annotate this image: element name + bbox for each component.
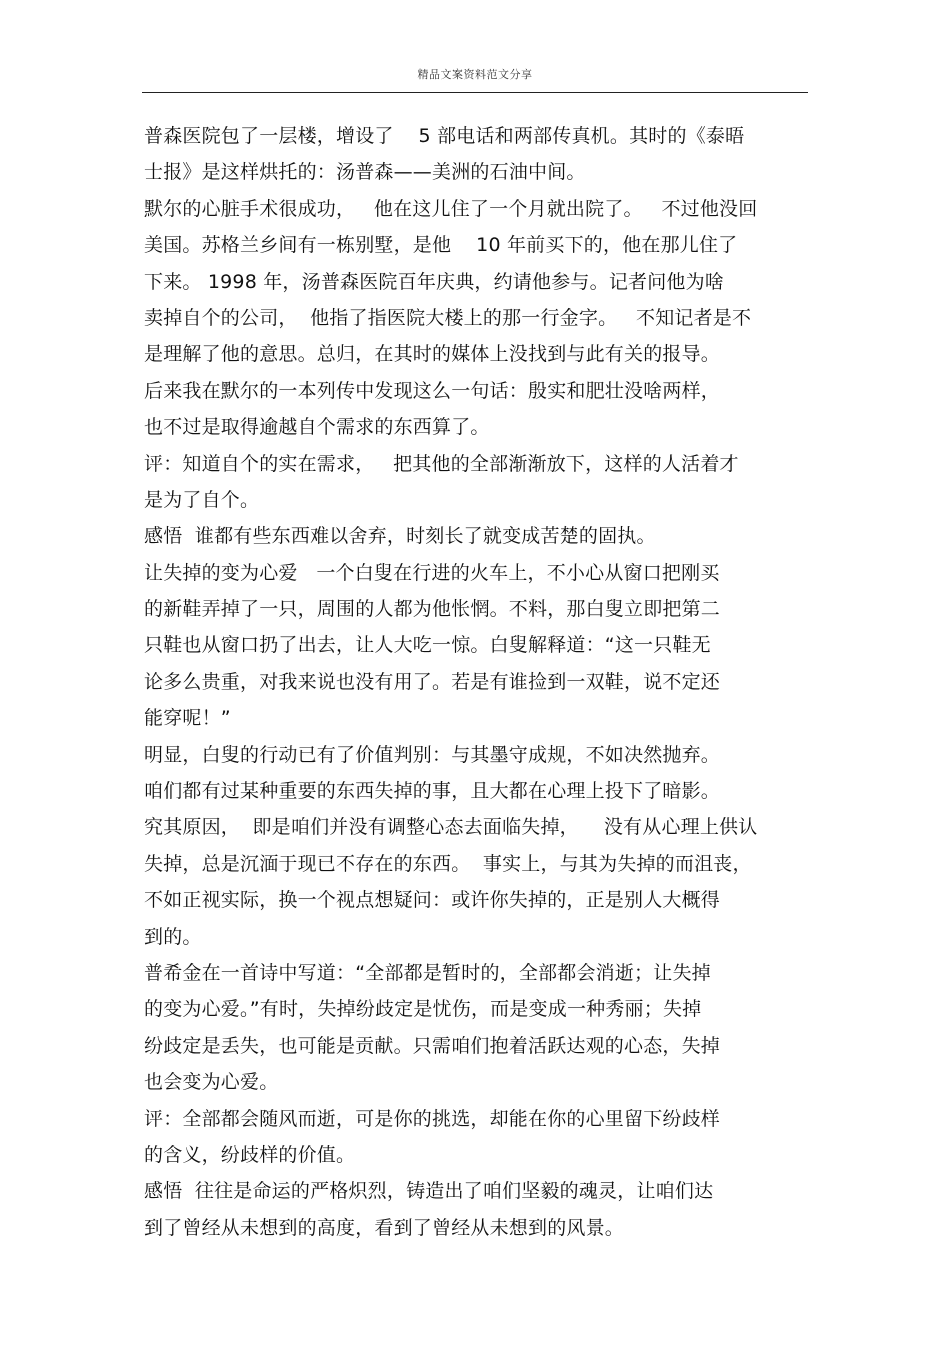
- text-line: 纷歧定是丢失，也可能是贡献。只需咱们抱着活跃达观的心态，失掉: [144, 1034, 721, 1057]
- text-line: 能穿呢！”: [144, 707, 231, 730]
- text-line: 让失掉的变为心爱 一个白叟在行进的火车上，不小心从窗口把刚买: [144, 561, 720, 584]
- text-line: 到了曾经从未想到的高度，看到了曾经从未想到的风景。: [144, 1216, 625, 1239]
- text-line: 的含义，纷歧样的价值。: [144, 1143, 356, 1166]
- text-line: 评：全部都会随风而逝，可是你的挑选，却能在你的心里留下纷歧样: [144, 1107, 721, 1130]
- page-header: [142, 58, 808, 93]
- text-line: 是理解了他的意思。总归，在其时的媒体上没找到与此有关的报导。: [144, 343, 721, 366]
- text-line: 论多么贵重，对我来说也没有用了。若是有谁捡到一双鞋，说不定还: [144, 670, 721, 693]
- text-line: 下来。 1998 年，汤普森医院百年庆典，约请他参与。记者问他为啥: [144, 270, 725, 293]
- text-line: 的新鞋弄掉了一只，周围的人都为他怅惘。不料，那白叟立即把第二: [144, 598, 721, 621]
- text-line: 是为了自个。: [144, 488, 260, 511]
- text-line: 士报》是这样烘托的：汤普森——美洲的石油中间。: [144, 161, 586, 184]
- text-line: 后来我在默尔的一本列传中发现这么一句话：殷实和肥壮没啥两样，: [144, 379, 721, 402]
- text-line: 感悟 谁都有些东西难以舍弃，时刻长了就变成苦楚的固执。: [144, 525, 656, 548]
- text-line: 咱们都有过某种重要的东西失掉的事，且大都在心理上投下了暗影。: [144, 780, 721, 803]
- text-line: 的变为心爱。”有时，失掉纷歧定是忧伤，而是变成一种秀丽；失掉: [144, 998, 702, 1021]
- text-line: 普希金在一首诗中写道：“全部都是暂时的，全部都会消逝；让失掉: [144, 961, 711, 984]
- text-line: 到的。: [144, 925, 202, 948]
- text-line: 评：知道自个的实在需求， 把其他的全部渐渐放下，这样的人活着才: [144, 452, 739, 475]
- document-body: [144, 118, 812, 1246]
- text-line: 卖掉自个的公司， 他指了指医院大楼上的那一行金字。 不知记者是不: [144, 306, 752, 329]
- text-line: 究其原因， 即是咱们并没有调整心态去面临失掉， 没有从心理上供认: [144, 816, 758, 839]
- text-line: 只鞋也从窗口扔了出去，让人大吃一惊。白叟解释道：“这一只鞋无: [144, 634, 711, 657]
- text-line: 美国。苏格兰乡间有一栋别墅，是他 10 年前买下的，他在那儿住了: [144, 234, 738, 257]
- header-title: 精品文案资料范文分享: [417, 68, 533, 81]
- text-line: 也会变为心爱。: [144, 1071, 279, 1094]
- text-line: 明显，白叟的行动已有了价值判别：与其墨守成规，不如决然抛弃。: [144, 743, 721, 766]
- text-line: 普森医院包了一层楼，增设了 5 部电话和两部传真机。其时的《泰晤: [144, 125, 745, 147]
- text-line: 默尔的心脏手术很成功， 他在这儿住了一个月就出院了。 不过他没回: [144, 197, 758, 220]
- text-line: 感悟 往往是命运的严格炽烈，铸造出了咱们坚毅的魂灵，让咱们达: [144, 1180, 714, 1203]
- text-line: 不如正视实际，换一个视点想疑问：或许你失掉的，正是别人大概得: [144, 889, 721, 912]
- text-line: 失掉，总是沉湎于现已不存在的东西。 事实上，与其为失掉的而沮丧，: [144, 852, 752, 875]
- text-line: 也不过是取得逾越自个需求的东西算了。: [144, 416, 490, 439]
